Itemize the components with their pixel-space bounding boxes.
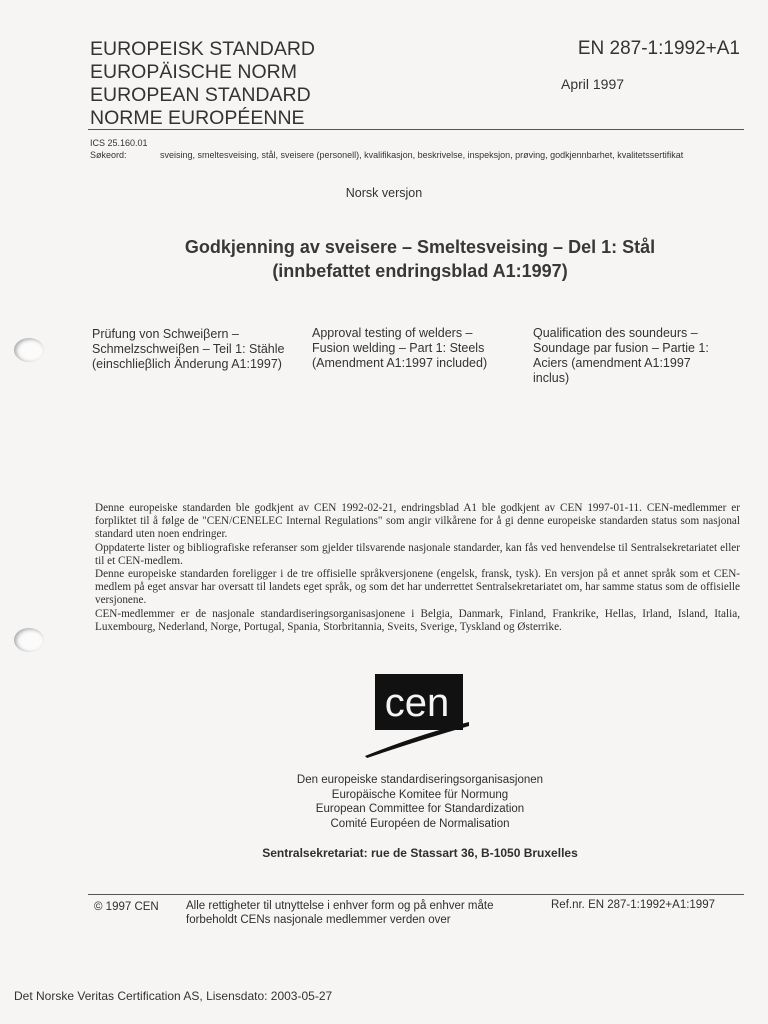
org-name-no: Den europeiske standardiseringsorganisasjonen	[296, 774, 544, 786]
secretariat-address: Sentralsekretariat: rue de Stassart 36, B-1050 Bruxelles	[262, 846, 578, 860]
cen-logo-text: cen	[384, 681, 450, 725]
title-french-line: Qualification des soundeurs –	[533, 326, 698, 340]
title-german-line: Schmelzschweiβen – Teil 1: Stähle	[92, 342, 285, 356]
title-french-line: Soundage par fusion – Partie 1:	[533, 341, 709, 355]
org-name-de: Europäische Komitee für Normung	[331, 788, 509, 801]
title-english-line: Approval testing of welders –	[312, 326, 473, 340]
rights-notice: Alle rettigheter til utnyttelse i enhver form og på enhver måte forbeholdt CENs nasjonale medlemmer verden over	[186, 900, 494, 926]
references-paragraph: Oppdaterte lister og bibliografiske referanser som gjelder tilsvarende nasjonale standarder, kan fås ved henvendelse til Sentralsekretariatet eller til et CEN-medlem.	[95, 541, 740, 567]
standard-name-fr: NORME EUROPÉENNE	[90, 107, 305, 129]
title-french-line: Aciers (amendment A1:1997	[533, 356, 691, 370]
standard-name-no: EUROPEISK STANDARD	[90, 38, 316, 60]
org-name-fr: Comité Européen de Normalisation	[330, 817, 510, 830]
members-paragraph: CEN-medlemmer er de nasjonale standardiseringsorganisasjonene i Belgia, Danmark, Finland, Frankrike, Hellas, Irland, Island, Italia, Luxembourg, Nederland, Norge, Portugal, Spania, Storbritannia, Sveits, Sverige, Tyskland og Østerrike.	[95, 607, 740, 633]
title-german-line: (einschlieβlich Änderung A1:1997)	[92, 357, 282, 371]
license-line: Det Norske Veritas Certification AS, Lisensdato: 2003-05-27	[14, 989, 333, 1003]
title-line-1: Godkjenning av sveisere – Smeltesveising – Del 1: Stål	[184, 237, 656, 257]
reference-number: Ref.nr. EN 287-1:1992+A1:1997	[551, 899, 715, 911]
standard-number: EN 287-1:1992+A1	[577, 38, 740, 59]
keywords-label: Søkeord:	[90, 150, 127, 160]
ics-code: ICS 25.160.01	[90, 138, 148, 148]
standard-name-de: EUROPÄISCHE NORM	[90, 61, 297, 83]
cen-logo	[365, 672, 469, 758]
language-version: Norsk versjon	[345, 186, 423, 200]
document-title	[100, 235, 740, 283]
copyright: © 1997 CEN	[94, 901, 159, 913]
approval-paragraph: Denne europeiske standarden ble godkjent av CEN 1992-02-21, endringsblad A1 ble godkjent av CEN 1997-01-11. CEN-medlemmer er forpliktet til å følge de "CEN/CENELEC Internal Regulations" som angir vilkårene for å gi denne europeiske standarden status som nasjonal standard uten noen endringer.	[95, 502, 740, 541]
title-english-line: (Amendment A1:1997 included)	[312, 356, 488, 370]
punch-hole	[14, 628, 44, 652]
title-english-line: Fusion welding – Part 1: Steels	[312, 341, 485, 355]
keywords-text: sveising, smeltesveising, stål, sveisere (personell), kvalifikasjon, beskrivelse, inspeksjon, prøving, godkjennbarhet, kvalitetssertifikat	[160, 150, 684, 160]
title-english	[312, 326, 512, 371]
header-divider	[88, 129, 744, 130]
org-name-en: European Committee for Standardization	[315, 803, 525, 815]
title-german-line: Prüfung von Schweiβern –	[92, 327, 239, 341]
footer-divider	[88, 894, 744, 895]
organization-names	[0, 773, 768, 831]
title-german	[92, 327, 302, 372]
approval-notice	[95, 502, 740, 634]
punch-hole	[14, 338, 44, 362]
languages-paragraph: Denne europeiske standarden foreligger i de tre offisielle språkversjonene (engelsk, fransk, tysk). En versjon på et annet språk som et CEN-medlem på eget ansvar har oversatt til landets eget språk, og som det har underrettet Sentralsekretariatet om, har samme status som de offisielle versjonene.	[95, 568, 740, 607]
title-french	[533, 326, 733, 386]
title-french-line: inclus)	[533, 371, 570, 385]
title-line-2: (innbefattet endringsblad A1:1997)	[272, 261, 568, 281]
standard-name-en: EUROPEAN STANDARD	[90, 84, 311, 106]
standard-date: April 1997	[561, 76, 625, 92]
standard-names	[90, 38, 315, 130]
